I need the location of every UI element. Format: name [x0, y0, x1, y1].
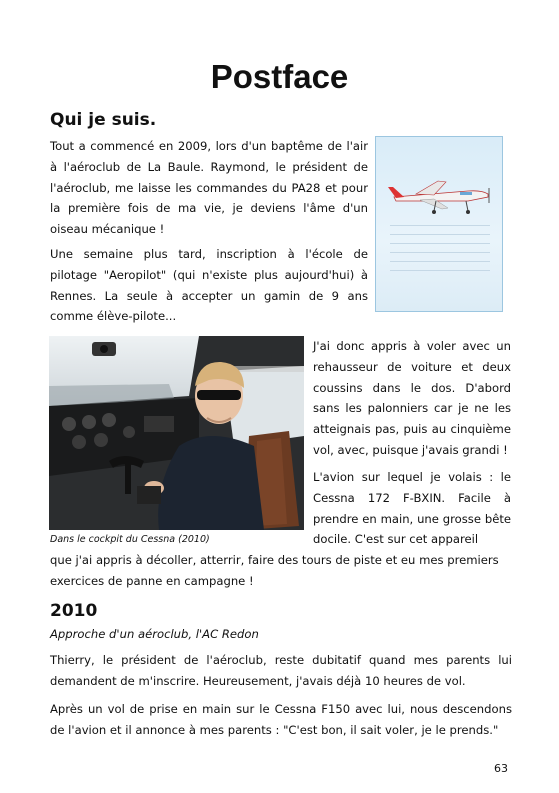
section-heading-2010: 2010 [50, 601, 98, 621]
paragraph-rehausseur: J'ai donc appris à voler avec un rehausseur de voiture et deux coussins dans le dos. D'abord sans les palonniers car je ne les atteignais pas, puis au cinquième vol, avec, puisque j'avais grandi ! [313, 339, 511, 457]
paragraph-thierry: Thierry, le président de l'aéroclub, reste dubitatif quand mes parents lui demandent de m'inscrire. Heureusement, j'avais déjà 10 heures de vol. [50, 653, 512, 688]
section-heading-qui-je-suis: Qui je suis. [50, 110, 157, 130]
paragraph-aeropilot: Une semaine plus tard, inscription à l'école de pilotage "Aeropilot" (qui n'existe plus aujourd'hui) à Rennes. La seule à accepter un gamin de 9 ans comme élève-pilote... [50, 247, 368, 324]
certificate-image [375, 136, 503, 312]
paragraph-f150: Après un vol de prise en main sur le Cessna F150 avec lui, nous descendons de l'avion et il annonce à mes parents : "C'est bon, il sait voler, je le prends." [50, 702, 512, 737]
pilot-photo-icon [49, 336, 304, 530]
paragraph-intro: Tout a commencé en 2009, lors d'un baptême de l'air à l'aéroclub de La Baule. Raymond, le président de l'aéroclub, me laisse les commandes du PA28 et pour la première fois de ma vie, je deviens l'âme d'un oiseau mécanique ! [50, 139, 368, 237]
airplane-illustration-icon [376, 161, 503, 221]
paragraph-cessna-bottom: que j'ai appris à décoller, atterrir, faire des tours de piste et eu mes premiers exercices de panne en campagne ! [50, 553, 499, 588]
paragraph-cessna-top: L'avion sur lequel je volais : le Cessna 172 F-BXIN. Facile à prendre en main, une grosse bête docile. C'est sur cet appareil [313, 470, 511, 547]
certificate-text-lines [390, 217, 490, 279]
cockpit-photo [49, 336, 304, 530]
photo-caption: Dans le cockpit du Cessna (2010) [50, 534, 210, 545]
section-subtitle: Approche d'un aéroclub, l'AC Redon [50, 627, 259, 641]
page-title: Postface [210, 58, 349, 95]
page-number: 63 [494, 762, 508, 775]
